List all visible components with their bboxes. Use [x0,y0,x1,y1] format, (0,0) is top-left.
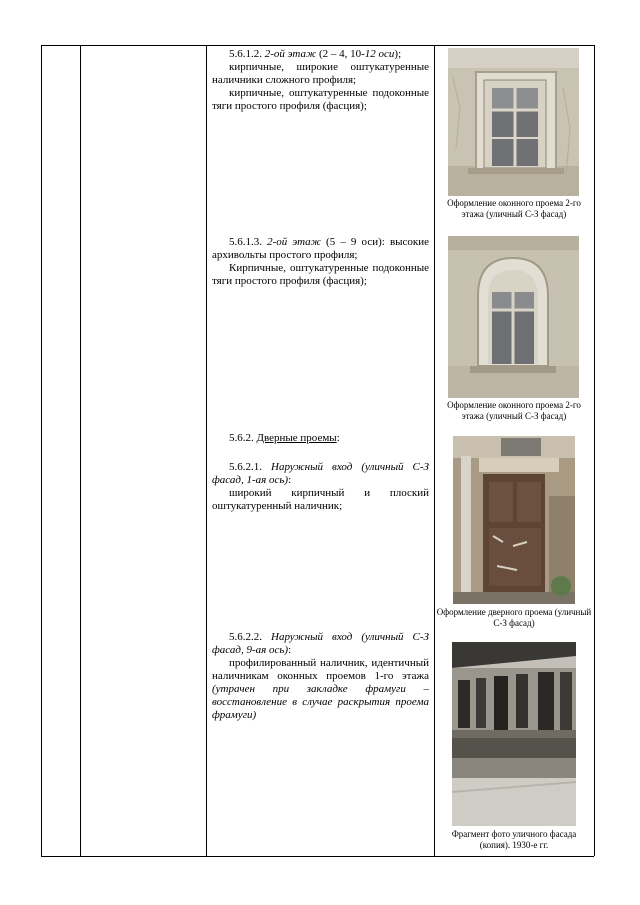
table-divider-1 [80,45,81,856]
section-number: 5.6.2.2. [229,631,262,643]
axes-italic: 12 оси [364,48,395,60]
axes-text: (2 – 4, 10- [318,48,365,60]
paragraph: Кирпичные, оштукатуренные подоконные тяги простого профиля (фасция); [212,262,429,287]
table-divider-2 [206,45,207,856]
photo-caption: Оформление оконного проема 2-го этажа (уличный С-З фасад) [447,198,581,219]
table-border-left [41,45,42,856]
section-number: 5.6.2.1. [229,461,262,473]
section-5-6-2: 5.6.2. Дверные проемы: [229,432,340,444]
table-border-bottom [41,856,594,857]
section-5-6-2-2: 5.6.2.2. Наружный вход (уличный С-З фасад, 9-ая ось): профилированный наличник, идентичный наличникам оконных проемов 1-го этажа (утрачен при закладке фрамуги – восстановление в случае раскрытия проема фрамуги) [212,631,429,721]
photo-caption: Фрагмент фото уличного фасада (копия). 1930-е гг. [451,829,577,850]
paragraph-italic: (утрачен при закладке фрамуги – восстановление в случае раскрытия проема фрамуги) [212,683,429,721]
axes-text: (5 – 9 оси): [326,236,385,248]
photo-caption: Оформление оконного проема 2-го этажа (уличный С-З фасад) [447,400,581,421]
entrance-title: Наружный вход (уличный С-З фасад, 9-ая ось) [212,631,429,656]
window-photo-2 [448,236,579,398]
section-number: 5.6.2. [229,432,254,444]
floor-label: 2-ой этаж [267,236,321,248]
paragraph: кирпичные, оштукатуренные подоконные тяги простого профиля (фасция); [212,87,429,112]
table-border-top [41,45,594,46]
section-5-6-2-1: 5.6.2.1. Наружный вход (уличный С-З фасад, 1-ая ось): широкий кирпичный и плоский оштукатуренный наличник; [212,461,429,512]
section-heading: Дверные проемы [256,432,337,444]
table-border-right [594,45,595,856]
section-5-6-1-3: 5.6.1.3. 2-ой этаж (5 – 9 оси): высокие архивольты простого профиля; Кирпичные, оштукатуренные подоконные тяги простого профиля (фасция); [212,236,430,287]
paragraph: профилированный наличник, идентичный наличникам оконных проемов 1-го этажа [212,657,429,682]
section-number: 5.6.1.2. [229,48,262,60]
paragraph: кирпичные, широкие оштукатуренные наличники сложного профиля; [212,61,429,86]
floor-label: 2-ой этаж [264,48,317,60]
section-5-6-1-2: 5.6.1.2. 2-ой этаж (2 – 4, 10-12 оси); кирпичные, широкие оштукатуренные наличники сложного профиля; кирпичные, оштукатуренные подоконные тяги простого профиля (фасция); [212,48,429,112]
door-photo [453,436,575,604]
window-photo-1 [448,48,579,196]
section-number: 5.6.1.3. [229,236,262,248]
entrance-title: Наружный вход (уличный С-З фасад, 1-ая ось) [212,461,429,486]
table-divider-3 [434,45,435,856]
photo-caption: Оформление дверного проема (уличный С-З фасад) [436,607,592,628]
historic-facade-photo [452,642,576,826]
paragraph: широкий кирпичный и плоский оштукатуренный наличник; [212,487,429,512]
